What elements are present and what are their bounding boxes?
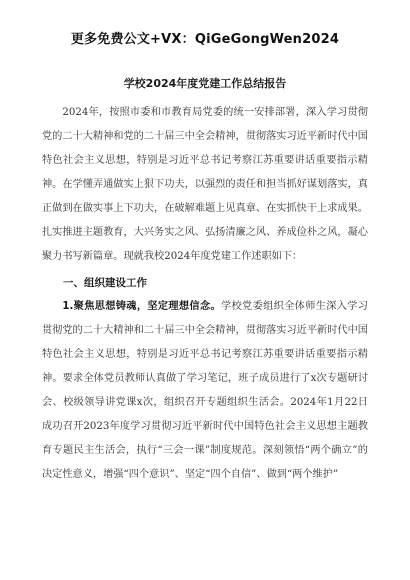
section-heading: 一、组织建设工作 (63, 277, 147, 289)
document-title: 学校2024年度党建工作总结报告 (123, 77, 287, 90)
intro-paragraph: 2024年，按照市委和市教育局党委的统一安排部署，深入学习贯彻党的二十大精神和党的二十届三中全会精神，贯彻落实习近平新时代中国特色社会主义思想，特别是习近平总书记考察江苏重要讲话重要指示精神。在学懂弄通做实上狠下功夫，以强烈的责任和担当抓好谋划落实，真正做到在做实事上下功夫，在破解难题上见真章、在实抓快干上求成果。扎实推进主题教育，大兴务实之风、弘扬清廉之风、养成俭朴之风，凝心聚力书写新篇章。现就我校2024年度党建工作述职如下： (42, 107, 368, 262)
promo-banner: 更多免费公文+VX：QiGeGongWen2024 (70, 32, 340, 47)
paragraph-subheading: 1.聚焦思想铸魂，坚定理想信念。 (62, 301, 222, 312)
paragraph-body: 学校党委组织全体师生深入学习贯彻党的二十大精神和二十届三中全会精神，贯彻落实习近平新时代中国特色社会主义思想，特别是习近平总书记考察江苏重要讲话重要指示精神。要求全体党员教师认真做了学习笔记，班子成员进行了x次专题研讨会、校级领导讲党课x次，组织召开专题组织生活会。2024年1月22日成功召开2023年度学习贯彻习近平新时代中国特色社会主义思想主题教育专题民主生活会，执行“三会一课”制度规范。深刻领悟“两个确立”的决定性意义，增强“四个意识”、坚定“四个自信”、做到“两个维护” (42, 301, 368, 480)
section-paragraph (42, 295, 368, 487)
